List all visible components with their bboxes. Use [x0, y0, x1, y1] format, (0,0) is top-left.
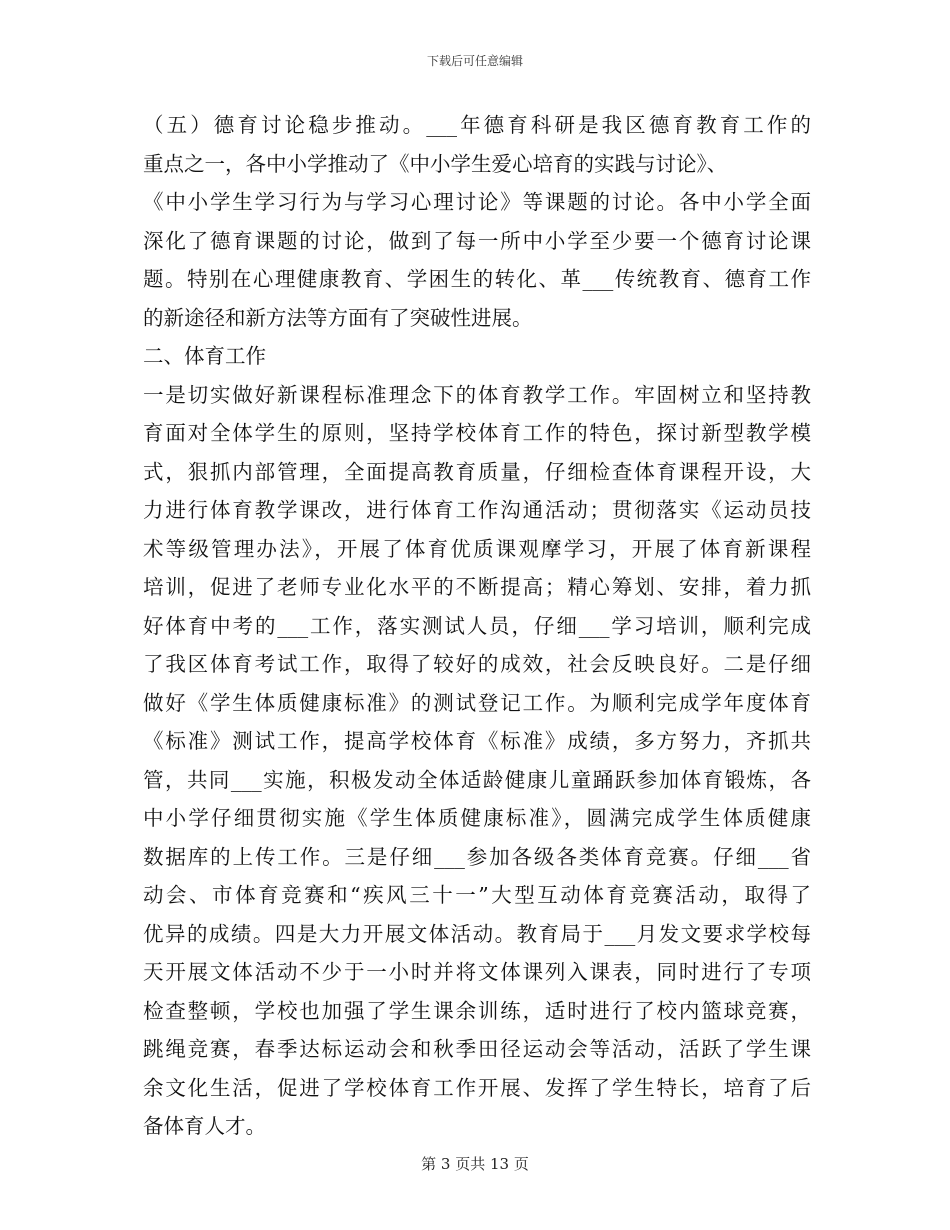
body-text-line: 一是切实做好新课程标准理念下的体育教学工作。牢固树立和坚持教: [143, 382, 811, 407]
body-text-line: 做好《学生体质健康标准》的测试登记工作。为顺利完成学年度体育: [143, 690, 811, 715]
body-text-line: （五）德育讨论稳步推动。___年德育科研是我区德育教育工作的: [143, 113, 811, 137]
page-footer: 第 3 页共 13 页: [421, 1155, 529, 1173]
body-text-line: 检查整顿，学校也加强了学生课余训练，适时进行了校内篮球竞赛，: [143, 998, 811, 1023]
body-text-line: 题。特别在心理健康教育、学困生的转化、革___传统教育、德育工作: [143, 267, 811, 291]
page-header: 下载后可任意编辑: [426, 54, 523, 68]
body-text-line: 的新途径和新方法等方面有了突破性进展。: [143, 305, 533, 330]
body-text-line: 备体育人才。: [143, 1114, 266, 1138]
body-text-line: 余文化生活，促进了学校体育工作开展、发挥了学生特长，培育了后: [143, 1075, 811, 1100]
body-text-line: 《标准》测试工作，提高学校体育《标准》成绩，多方努力，齐抓共: [143, 729, 811, 753]
body-text-line: 术等级管理办法》，开展了体育优质课观摩学习，开展了体育新课程: [143, 536, 811, 561]
body-text-line: 培训，促进了老师专业化水平的不断提高；精心筹划、安排，着力抓: [143, 575, 811, 599]
body-text-line: 优异的成绩。四是大力开展文体活动。教育局于___月发文要求学校每: [143, 921, 811, 946]
body-text-line: 天开展文体活动不少于一小时并将文体课列入课表，同时进行了专项: [143, 960, 811, 984]
body-text-line: 重点之一，各中小学推动了《中小学生爱心培育的实践与讨论》、: [143, 151, 728, 176]
document-body: [143, 106, 811, 1146]
body-text-line: 《中小学生学习行为与学习心理讨论》等课题的讨论。各中小学全面: [143, 190, 811, 214]
body-text-line: 深化了德育课题的讨论，做到了每一所中小学至少要一个德育讨论课: [143, 228, 811, 253]
body-text-line: 二、体育工作: [143, 344, 266, 368]
body-text-line: 力进行体育教学课改，进行体育工作沟通活动；贯彻落实《运动员技: [143, 498, 811, 522]
body-text-line: 数据库的上传工作。三是仔细___参加各级各类体育竞赛。仔细___省: [143, 844, 811, 869]
body-text-line: 动会、市体育竞赛和“疾风三十一”大型互动体育竞赛活动，取得了: [143, 883, 811, 907]
body-text-line: 跳绳竞赛，春季达标运动会和秋季田径运动会等活动，活跃了学生课: [143, 1037, 811, 1061]
body-text-line: 好体育中考的___工作，落实测试人员，仔细___学习培训，顺利完成: [143, 613, 811, 638]
body-text-line: 育面对全体学生的原则，坚持学校体育工作的特色，探讨新型教学模: [143, 421, 811, 445]
body-text-line: 管，共同___实施，积极发动全体适龄健康儿童踊跃参加体育锻炼，各: [143, 767, 811, 792]
body-text-line: 式，狠抓内部管理，全面提高教育质量，仔细检查体育课程开设，大: [143, 459, 811, 484]
body-text-line: 了我区体育考试工作，取得了较好的成效，社会反映良好。二是仔细: [143, 652, 811, 676]
body-text-line: 中小学仔细贯彻实施《学生体质健康标准》，圆满完成学生体质健康: [143, 806, 811, 830]
